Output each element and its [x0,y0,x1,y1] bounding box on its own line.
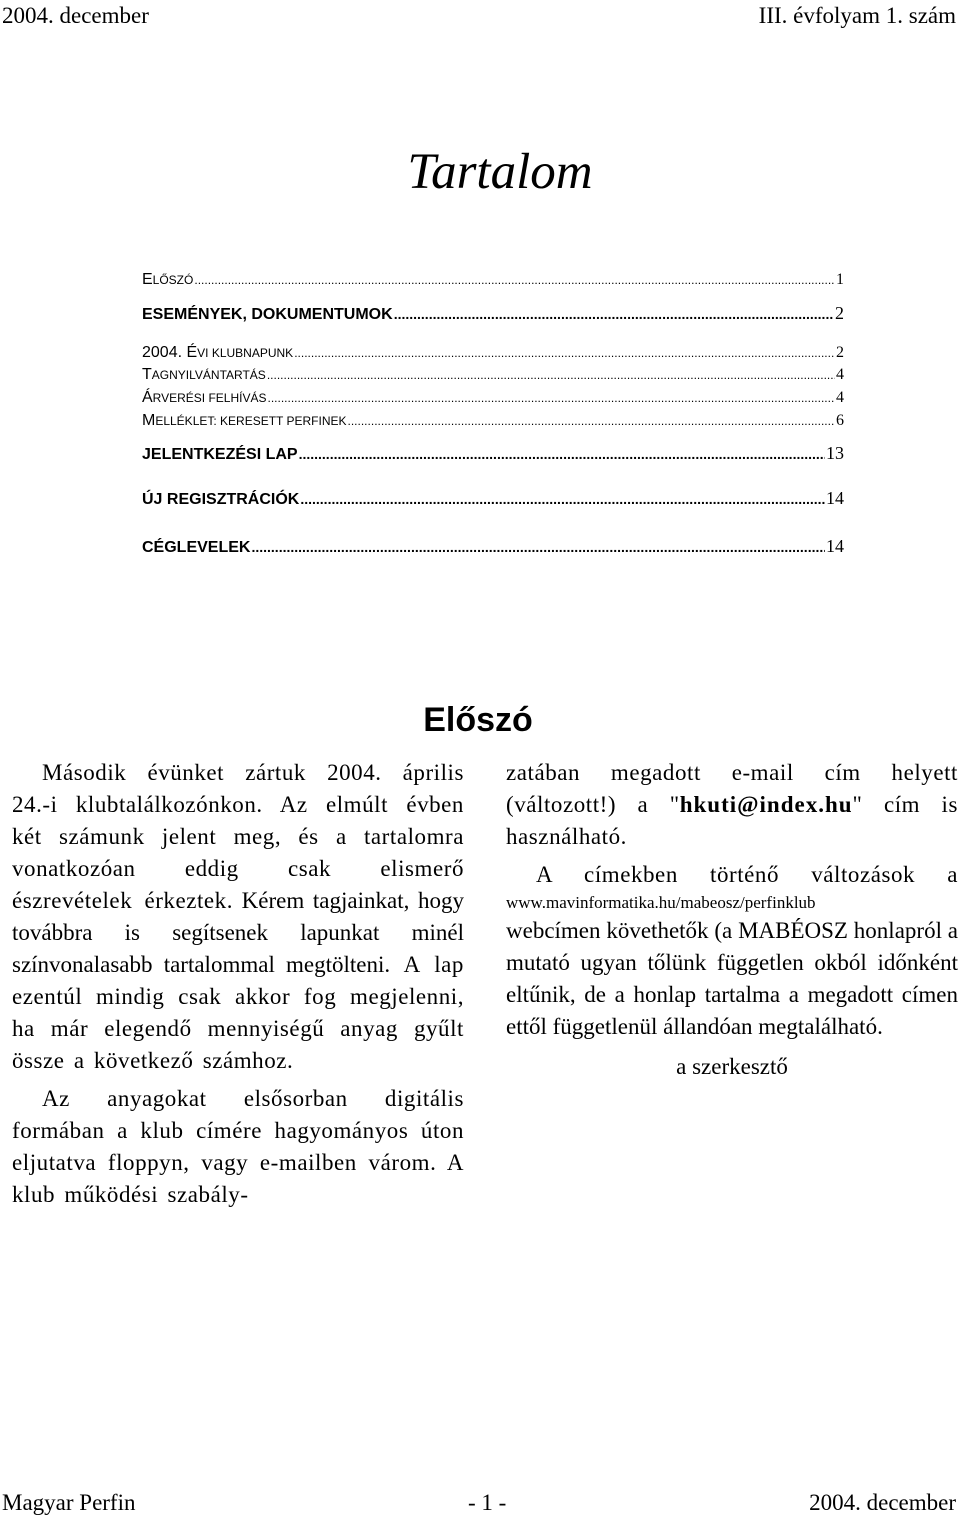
signature: a szerkesztő [676,1054,788,1079]
toc-page-number: 13 [826,443,844,463]
toc-entry-label: ÚJ REGISZTRÁCIÓK [142,491,300,508]
toc-page-number: 2 [836,344,844,361]
toc-entry-label: TAGNYILVÁNTARTÁS [142,366,266,383]
toc-entry-label: JELENTKEZÉSI LAP [142,446,298,463]
toc-leader [267,364,835,386]
toc-entry-label: CÉGLEVELEK [142,539,251,556]
toc-page-number: 4 [836,389,844,406]
toc-page-number: 14 [826,488,844,508]
header-volume: III. évfolyam 1. szám [758,3,956,28]
toc-entry-label: ESEMÉNYEK, DOKUMENTUMOK [142,306,393,323]
paragraph [506,757,958,853]
toc-page-number: 6 [836,412,844,429]
page-title: Tartalom [407,144,593,200]
toc-entry-label: ÁRVERÉSI FELHÍVÁS [142,389,267,406]
paragraph-text: " cím is használható. [506,792,959,849]
web-address: www.mavinformatika.hu/mabeosz/perfinklub [506,893,816,912]
toc-leader [300,488,825,510]
toc-page-number: 2 [835,303,844,323]
page-number: - 1 - [468,1490,507,1515]
paragraph-text: Kérem tagjainkat, hogy továbbra is segítsenek lapunkat minél színvonalasabb tartalommal megtölteni. [12,888,465,977]
footer-date: 2004. december [809,1490,956,1515]
email-address: hkuti@index.hu [679,792,853,817]
toc-entry-label: 2004. ÉVI KLUBNAPUNK [142,344,294,361]
toc-page-number: 1 [836,271,844,288]
footer-publication: Magyar Perfin [2,1490,136,1515]
toc-leader [394,303,834,325]
paragraph [12,757,464,1077]
toc-leader [268,387,836,409]
toc-leader [194,269,835,291]
article-column-left [12,757,464,1211]
toc-entry-uj-regisztraciok[interactable] [142,487,844,511]
header-date: 2004. december [2,3,149,28]
toc-entry-klubnapunk[interactable] [142,341,844,364]
toc-leader [299,443,825,465]
toc-page-number: 14 [826,536,844,556]
toc-entry-eloszo[interactable] [142,268,844,291]
toc-entry-jelentkezesi[interactable] [142,442,844,466]
paragraph-text: A lap ezentúl mindig csak akkor fog megjelenni, ha már elegendő mennyiségű anyag gyűlt össze a következő számhoz. [12,952,464,1073]
article-column-right [506,757,958,1083]
section-title: Előszó [423,701,533,739]
paragraph-text: zatában megadott e-mail cím helyett (változott!) a " [506,760,958,817]
toc-entry-arveresi[interactable] [142,386,844,409]
toc-leader [348,410,835,432]
toc-entry-ceglevelek[interactable] [142,535,844,559]
toc-entry-esemenyek[interactable] [142,302,844,326]
toc-entry-label: ELŐSZÓ [142,271,194,288]
toc-entry-tagnyilvantartas[interactable] [142,363,844,386]
toc-leader [294,342,835,364]
paragraph-text: A címekben történő változások a [536,862,958,887]
toc-page-number: 4 [836,366,844,383]
toc-entry-melleklet[interactable] [142,409,844,432]
paragraph-text: Második évünket zártuk 2004. április 24.-i klubtalálkozónkon. Az elmúlt évben két számunk jelent meg, és a tartalomra vonatkozóan eddig csak elismerő észrevételek érkeztek. [12,760,464,913]
toc-leader [251,536,825,558]
paragraph: webcímen követhetők (a MABÉOSZ honlapról a mutató ugyan tőlünk független okból időnként eltűnik, de a honlap tartalma a megadott címen ettől függetlenül állandóan megtalálható. [506,918,958,1039]
toc-entry-label: MELLÉKLET: KERESETT PERFINEK [142,412,347,429]
paragraph: Az anyagokat elsősorban digitális formában a klub címére hagyományos úton eljutatva floppyn, vagy e-mailben várom. A klub működési szabály- [12,1086,464,1207]
